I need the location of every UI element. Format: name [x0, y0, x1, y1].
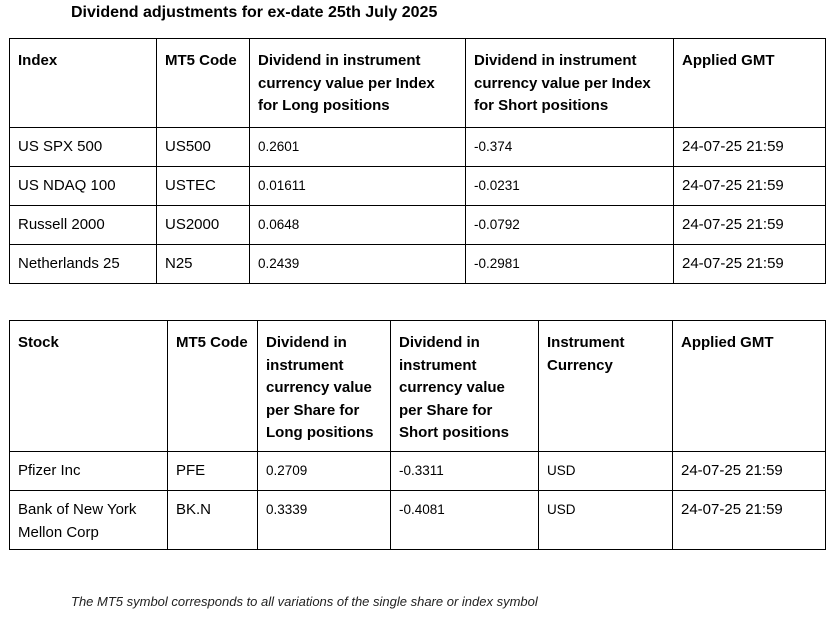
cell-short-dividend: -0.374 — [466, 128, 674, 167]
table-row — [10, 167, 826, 206]
cell-applied-gmt: 24-07-25 21:59 — [674, 167, 826, 206]
cell-applied-gmt: 24-07-25 21:59 — [673, 491, 826, 550]
table-row — [10, 206, 826, 245]
footnote: The MT5 symbol corresponds to all variations of the single share or index symbol — [71, 594, 538, 609]
cell-index-name: Russell 2000 — [10, 206, 157, 245]
cell-index-name: Netherlands 25 — [10, 245, 157, 284]
cell-mt5-code: USTEC — [157, 167, 250, 206]
table-row — [10, 452, 826, 491]
page-title: Dividend adjustments for ex-date 25th July 2025 — [71, 4, 438, 21]
header-stock: Stock — [10, 321, 168, 452]
cell-short-dividend: -0.4081 — [391, 491, 539, 550]
cell-short-dividend: -0.0792 — [466, 206, 674, 245]
header-mt5-code: MT5 Code — [157, 39, 250, 128]
cell-currency: USD — [539, 491, 673, 550]
header-applied-gmt: Applied GMT — [674, 39, 826, 128]
cell-applied-gmt: 24-07-25 21:59 — [674, 206, 826, 245]
cell-mt5-code: PFE — [168, 452, 258, 491]
cell-long-dividend: 0.2439 — [250, 245, 466, 284]
cell-short-dividend: -0.3311 — [391, 452, 539, 491]
header-instrument-currency: Instrument Currency — [539, 321, 673, 452]
cell-short-dividend: -0.2981 — [466, 245, 674, 284]
table-row — [10, 128, 826, 167]
table-row — [10, 245, 826, 284]
header-short-dividend: Dividend in instrument currency value per Share for Short positions — [391, 321, 539, 452]
cell-index-name: US NDAQ 100 — [10, 167, 157, 206]
cell-stock-name: Bank of New York Mellon Corp — [10, 491, 168, 550]
cell-index-name: US SPX 500 — [10, 128, 157, 167]
cell-mt5-code: BK.N — [168, 491, 258, 550]
header-long-dividend: Dividend in instrument currency value per Share for Long positions — [258, 321, 391, 452]
header-long-dividend: Dividend in instrument currency value per Index for Long positions — [250, 39, 466, 128]
header-short-dividend: Dividend in instrument currency value per Index for Short positions — [466, 39, 674, 128]
header-applied-gmt: Applied GMT — [673, 321, 826, 452]
header-mt5-code: MT5 Code — [168, 321, 258, 452]
cell-mt5-code: N25 — [157, 245, 250, 284]
index-dividend-table — [9, 38, 826, 284]
cell-applied-gmt: 24-07-25 21:59 — [673, 452, 826, 491]
cell-currency: USD — [539, 452, 673, 491]
cell-long-dividend: 0.2601 — [250, 128, 466, 167]
cell-mt5-code: US2000 — [157, 206, 250, 245]
cell-long-dividend: 0.0648 — [250, 206, 466, 245]
stock-dividend-table — [9, 320, 826, 550]
cell-short-dividend: -0.0231 — [466, 167, 674, 206]
cell-long-dividend: 0.01611 — [250, 167, 466, 206]
cell-long-dividend: 0.3339 — [258, 491, 391, 550]
table-header-row — [10, 321, 826, 452]
cell-applied-gmt: 24-07-25 21:59 — [674, 245, 826, 284]
table-header-row — [10, 39, 826, 128]
table-row — [10, 491, 826, 550]
cell-mt5-code: US500 — [157, 128, 250, 167]
cell-long-dividend: 0.2709 — [258, 452, 391, 491]
cell-stock-name: Pfizer Inc — [10, 452, 168, 491]
header-index: Index — [10, 39, 157, 128]
cell-applied-gmt: 24-07-25 21:59 — [674, 128, 826, 167]
